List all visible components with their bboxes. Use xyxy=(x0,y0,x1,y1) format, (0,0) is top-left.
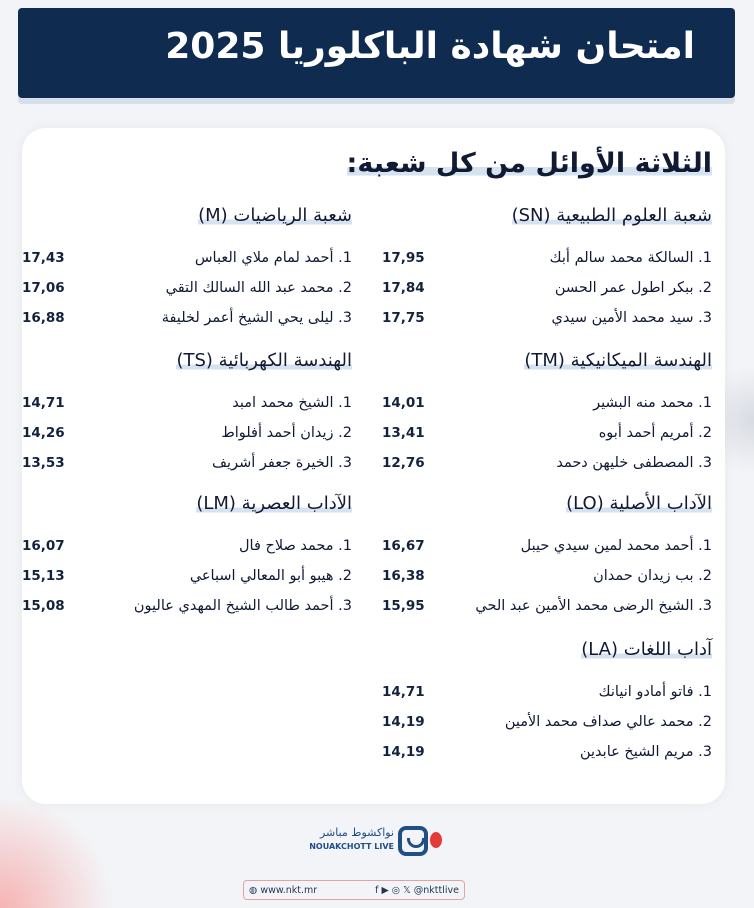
section-title-text: الآداب الأصلية (LO) xyxy=(566,493,712,514)
student-name: 2. أمريم أحمد أبوه xyxy=(598,425,712,441)
subtitle-text: الثلاثة الأوائل من كل شعبة: xyxy=(346,148,712,179)
section-title-text: آداب اللغات (LA) xyxy=(581,639,712,660)
student-name: 1. محمد منه البشير xyxy=(593,395,712,411)
decorative-dot xyxy=(430,832,442,848)
student-name: 1. فاتو أمادو انيانك xyxy=(598,684,712,700)
list-item xyxy=(22,303,352,333)
section-title-text: شعبة الرياضيات (M) xyxy=(198,205,352,226)
list-item xyxy=(382,418,712,448)
student-name: 2. محمد عبد الله السالك التقي xyxy=(165,280,352,296)
section-title-text: الهندسة الميكانيكية (TM) xyxy=(524,350,712,371)
page-title: امتحان شهادة الباكلوريا 2025 xyxy=(165,26,695,67)
student-name: 3. أحمد طالب الشيخ المهدي عاليون xyxy=(133,598,352,614)
student-score: 17,75 xyxy=(382,310,425,326)
student-name: 2. ببكر اطول عمر الحسن xyxy=(554,280,712,296)
student-score: 17,06 xyxy=(22,280,65,296)
list-item xyxy=(22,561,352,591)
list-item xyxy=(382,273,712,303)
list-item xyxy=(382,531,712,561)
student-score: 16,67 xyxy=(382,538,425,554)
student-score: 15,95 xyxy=(382,598,425,614)
student-score: 16,88 xyxy=(22,310,65,326)
student-score: 17,95 xyxy=(382,250,425,266)
student-name: 2. بب زيدان حمدان xyxy=(593,568,712,584)
student-score: 13,53 xyxy=(22,455,65,471)
student-score: 12,76 xyxy=(382,455,425,471)
list-item xyxy=(22,531,352,561)
social-handle: @nkttlive xyxy=(413,884,459,896)
website-link[interactable]: ◍ www.nkt.mr xyxy=(249,884,318,896)
section-title xyxy=(382,350,712,380)
section xyxy=(382,350,712,478)
list-item xyxy=(22,448,352,478)
student-score: 16,38 xyxy=(382,568,425,584)
student-score: 14,01 xyxy=(382,395,425,411)
list-item xyxy=(382,737,712,767)
student-name: 3. المصطفى خليهن دحمد xyxy=(556,455,712,471)
header-banner xyxy=(18,8,735,98)
student-name: 3. سيد محمد الأمين سيدي xyxy=(551,310,712,326)
section-title xyxy=(382,639,712,669)
section xyxy=(22,493,352,621)
student-name: 3. ليلى يحي الشيخ أعمر لخليفة xyxy=(161,310,352,326)
list-item xyxy=(382,303,712,333)
student-name: 1. أحمد لمام ملاي العباس xyxy=(194,250,352,266)
list-item xyxy=(382,561,712,591)
decorative-blob xyxy=(0,800,120,908)
section xyxy=(22,205,352,333)
student-name: 1. السالكة محمد سالم أبك xyxy=(549,250,712,266)
section-title-text: الآداب العصرية (LM) xyxy=(196,493,352,514)
student-name: 3. الخيرة جعفر أشريف xyxy=(212,455,352,471)
section-title xyxy=(22,350,352,380)
list-item xyxy=(382,677,712,707)
list-item xyxy=(22,591,352,621)
student-score: 17,43 xyxy=(22,250,65,266)
list-item xyxy=(382,707,712,737)
section-title xyxy=(22,205,352,235)
list-item xyxy=(382,388,712,418)
section-title xyxy=(382,205,712,235)
student-score: 16,07 xyxy=(22,538,65,554)
student-name: 1. الشيخ محمد امبد xyxy=(232,395,352,411)
student-name: 3. مريم الشيخ عابدين xyxy=(579,744,712,760)
list-item xyxy=(382,448,712,478)
section-title-text: الهندسة الكهربائية (TS) xyxy=(176,350,352,371)
student-score: 14,26 xyxy=(22,425,65,441)
brand-name-ar: نواكشوط مباشر xyxy=(319,826,394,839)
brand-name-en: NOUAKCHOTT LIVE xyxy=(309,842,394,851)
student-name: 1. أحمد محمد لمين سيدي حيبل xyxy=(520,538,712,554)
section-title xyxy=(22,493,352,523)
nouakchott-live-logo xyxy=(270,822,450,862)
list-item xyxy=(22,243,352,273)
list-item xyxy=(382,591,712,621)
student-score: 14,71 xyxy=(382,684,425,700)
list-item xyxy=(22,418,352,448)
section xyxy=(22,350,352,478)
list-item xyxy=(22,273,352,303)
student-score: 15,13 xyxy=(22,568,65,584)
student-score: 14,19 xyxy=(382,744,425,760)
subtitle xyxy=(347,148,712,179)
student-name: 3. الشيخ الرضى محمد الأمين عبد الحي xyxy=(475,598,712,614)
list-item xyxy=(22,388,352,418)
section-title-text: شعبة العلوم الطبيعية (SN) xyxy=(511,205,712,226)
student-name: 1. محمد صلاح فال xyxy=(239,538,352,554)
section xyxy=(382,493,712,621)
social-icons: f ▶ ◎ 𝕏 xyxy=(375,884,411,896)
logo-icon xyxy=(398,826,428,856)
section xyxy=(382,639,712,767)
student-score: 15,08 xyxy=(22,598,65,614)
website-text: www.nkt.mr xyxy=(260,884,318,896)
student-score: 13,41 xyxy=(382,425,425,441)
student-name: 2. زيدان أحمد أفلواط xyxy=(221,425,352,441)
student-name: 2. هيبو أبو المعالي اسباعي xyxy=(189,568,352,584)
section xyxy=(382,205,712,333)
student-score: 14,19 xyxy=(382,714,425,730)
section-title xyxy=(382,493,712,523)
student-name: 2. محمد عالي صداف محمد الأمين xyxy=(504,714,712,730)
social-links[interactable] xyxy=(375,885,459,896)
footer-bar xyxy=(243,880,465,900)
student-score: 17,84 xyxy=(382,280,425,296)
student-score: 14,71 xyxy=(22,395,65,411)
list-item xyxy=(382,243,712,273)
